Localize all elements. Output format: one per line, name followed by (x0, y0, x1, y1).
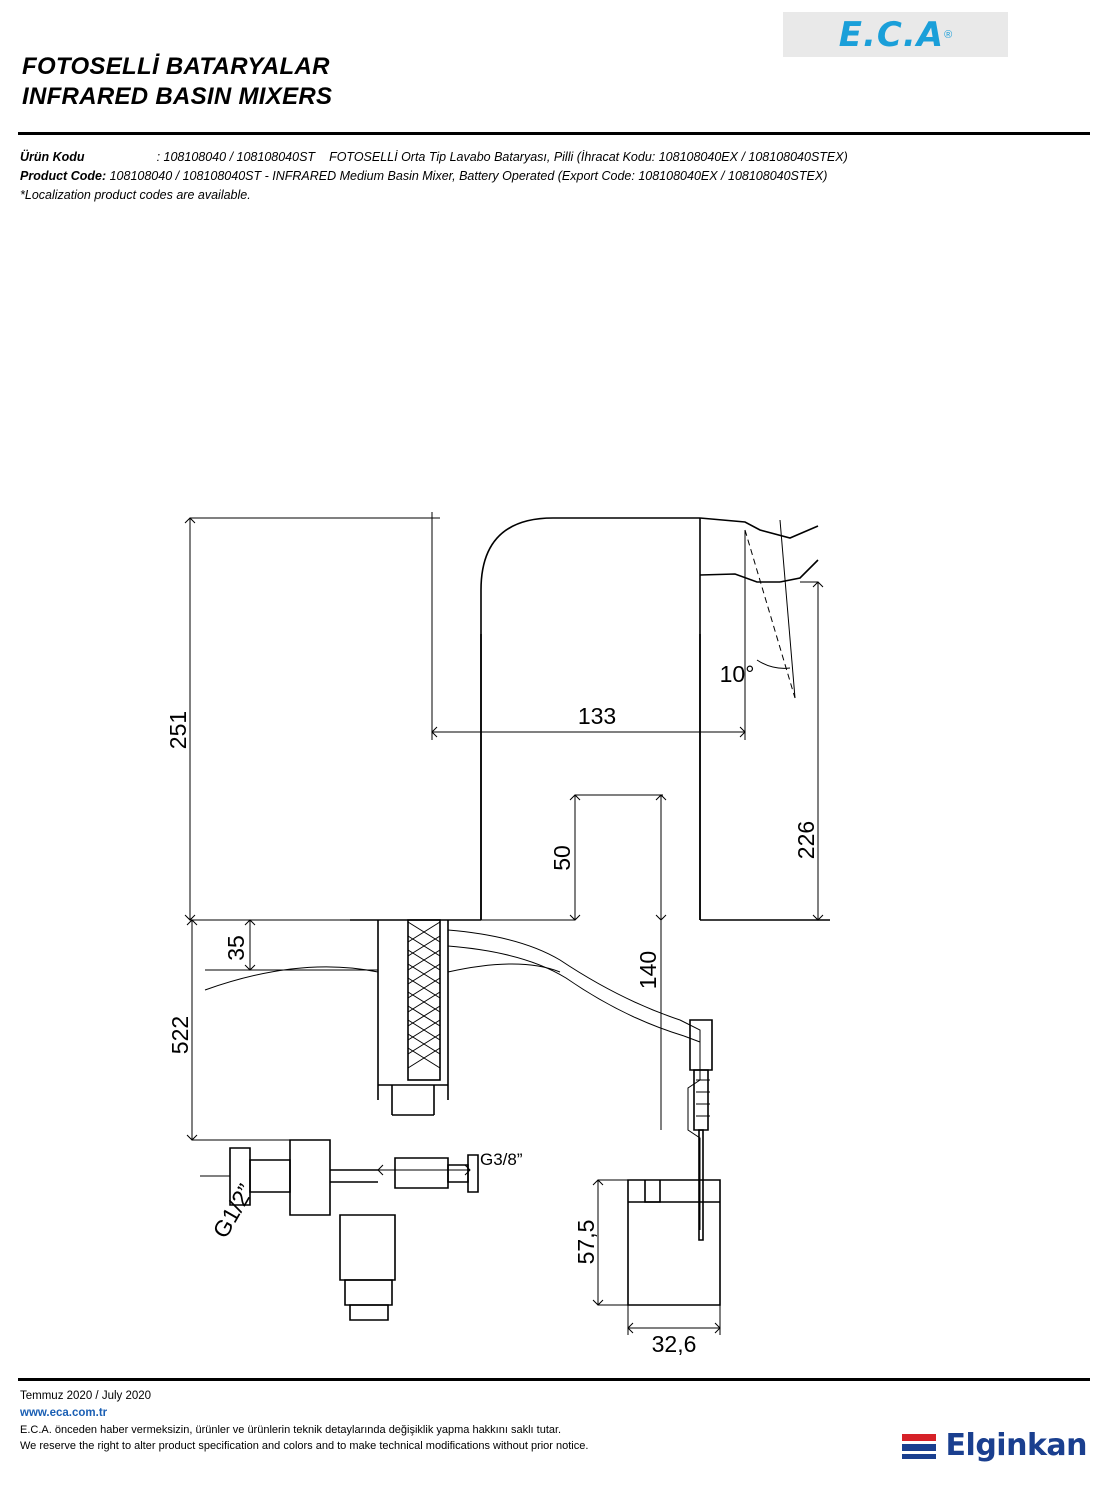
footer-disclaimer-tr: E.C.A. önceden haber vermeksizin, ürünler ve ürünlerin teknik detaylarında değişiklik yapma hakkını saklı tutar. (20, 1424, 562, 1436)
product-code-label: Product Code: (20, 169, 107, 183)
product-code-line-tr (20, 148, 1096, 167)
urun-kodu-value: : 108108040 / 108108040ST (156, 150, 316, 164)
header-divider (18, 132, 1090, 135)
registered-mark-icon: ® (944, 28, 953, 41)
dim-battery-height: 57,5 (573, 1219, 599, 1265)
product-code-value: 108108040 / 108108040ST - INFRARED Medium Basin Mixer, Battery Operated (Export Code: 108108040EX / 108108040STEX) (109, 169, 828, 183)
eca-logo (783, 12, 1008, 57)
dim-angle: 10° (719, 661, 755, 687)
footer-disclaimer-en: We reserve the right to alter product specification and colors and to make technical modifications without prior notice. (20, 1440, 589, 1452)
dim-sensor-offset: 50 (549, 845, 575, 871)
localization-note: *Localization product codes are available. (20, 188, 251, 202)
footer-url[interactable]: www.eca.com.tr (20, 1407, 108, 1419)
footer-divider (18, 1378, 1090, 1381)
title-english: INFRARED BASIN MIXERS (22, 83, 333, 110)
footer-date: Temmuz 2020 / July 2020 (20, 1390, 152, 1402)
dim-outlet-thread: G3/8” (480, 1150, 523, 1169)
dim-battery-width: 32,6 (651, 1331, 697, 1357)
eca-logo-text: E.C.A (838, 14, 945, 55)
elginkan-mark-icon (902, 1431, 938, 1461)
urun-kodu-desc: FOTOSELLİ Orta Tip Lavabo Bataryası, Pilli (İhracat Kodu: 108108040EX / 108108040STEX) (329, 150, 848, 164)
page-title (22, 52, 332, 112)
title-turkish: FOTOSELLİ BATARYALAR (22, 53, 330, 80)
dim-hose-length: 522 (167, 1015, 193, 1055)
elginkan-wordmark: Elginkan (945, 1428, 1087, 1463)
dim-inlet-thread: G1/2” (207, 1179, 259, 1243)
dim-spout-reach: 133 (577, 703, 617, 729)
dim-height-total: 251 (165, 710, 191, 750)
dim-thread-length: 35 (223, 935, 249, 961)
dim-water-height: 140 (635, 950, 661, 990)
product-code-line-en (20, 167, 1096, 186)
product-code-block (20, 148, 1096, 205)
dim-spout-height: 226 (793, 820, 819, 860)
urun-kodu-label: Ürün Kodu (20, 150, 85, 164)
elginkan-logo (902, 1428, 1087, 1463)
technical-drawing (0, 230, 1105, 1365)
footer-text-block (20, 1388, 588, 1454)
